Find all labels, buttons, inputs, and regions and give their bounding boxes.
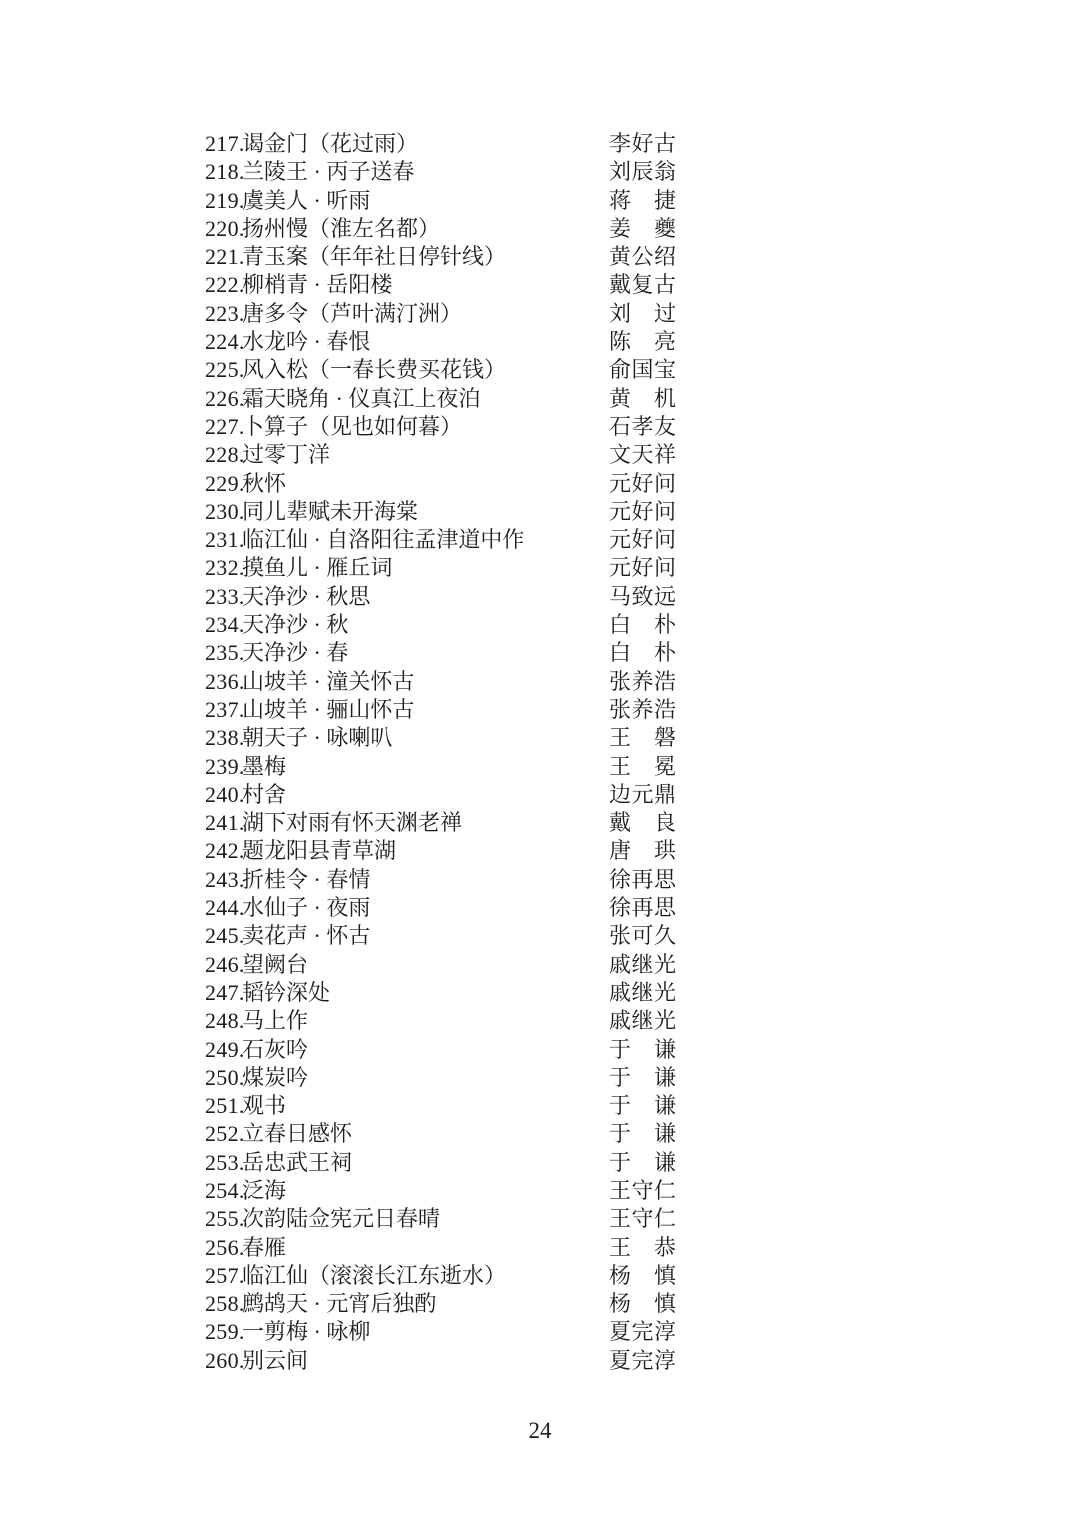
entry-title: 水龙吟 · 春恨	[242, 329, 371, 355]
entry-number: 235.	[205, 640, 245, 666]
entry-title: 虞美人 · 听雨	[242, 187, 371, 213]
entry-number: 232.	[205, 555, 245, 581]
entry-number: 230.	[205, 498, 245, 524]
entry-author: 王磐	[609, 725, 676, 751]
entry-author: 唐珙	[609, 838, 676, 864]
toc-entry	[205, 1347, 676, 1375]
toc-entry	[205, 979, 676, 1007]
entry-author: 刘过	[609, 300, 676, 326]
toc-entry	[205, 356, 676, 384]
toc-entry	[205, 470, 676, 498]
entry-title: 天净沙 · 秋思	[242, 583, 371, 609]
toc-entry	[205, 894, 676, 922]
toc-entry	[205, 554, 676, 582]
entry-number: 250.	[205, 1064, 245, 1090]
entry-number: 222.	[205, 272, 245, 298]
entry-title: 村舍	[242, 781, 287, 807]
entry-author: 元好问	[609, 470, 676, 496]
entry-number: 243.	[205, 866, 245, 892]
entry-author: 张可久	[609, 923, 676, 949]
entry-author: 王恭	[609, 1234, 676, 1260]
toc-entry	[205, 1177, 676, 1205]
entry-author: 黄机	[609, 385, 676, 411]
entry-number: 228.	[205, 442, 245, 468]
toc-entry	[205, 300, 676, 328]
entry-title: 观书	[242, 1093, 287, 1119]
entry-author: 石孝友	[609, 413, 676, 439]
entry-author: 于谦	[609, 1093, 676, 1119]
entry-title: 次韵陆佥宪元日春晴	[242, 1206, 441, 1232]
toc-entry	[205, 837, 676, 865]
entry-number: 240.	[205, 781, 245, 807]
entry-title: 扬州慢（淮左名都）	[242, 215, 441, 241]
entry-number: 224.	[205, 329, 245, 355]
entry-author: 王守仁	[609, 1177, 676, 1203]
entry-title: 山坡羊 · 骊山怀古	[242, 696, 415, 722]
entry-author: 于谦	[609, 1064, 676, 1090]
toc-entry	[205, 1205, 676, 1233]
toc-entry	[205, 385, 676, 413]
toc-entry	[205, 781, 676, 809]
entry-title: 岳忠武王祠	[242, 1149, 353, 1175]
entry-title: 别云间	[242, 1347, 309, 1373]
toc-entry	[205, 1120, 676, 1148]
entry-author: 马致远	[609, 583, 676, 609]
entry-title: 春雁	[242, 1234, 287, 1260]
toc-entry	[205, 271, 676, 299]
entry-title: 天净沙 · 春	[242, 640, 349, 666]
entry-number: 259.	[205, 1319, 245, 1345]
toc-entry	[205, 498, 676, 526]
toc-entry	[205, 809, 676, 837]
toc-entry	[205, 583, 676, 611]
entry-author: 于谦	[609, 1036, 676, 1062]
toc-entry	[205, 866, 676, 894]
entry-author: 张养浩	[609, 668, 676, 694]
entry-title: 霜天晓角 · 仪真江上夜泊	[242, 385, 481, 411]
entry-author: 陈亮	[609, 329, 676, 355]
toc-entry	[205, 526, 676, 554]
entry-number: 242.	[205, 838, 245, 864]
entry-number: 223.	[205, 300, 245, 326]
page-number: 24	[528, 1418, 552, 1443]
entry-author: 张养浩	[609, 696, 676, 722]
entry-number: 231.	[205, 527, 245, 553]
entry-number: 220.	[205, 215, 245, 241]
entry-author: 姜夔	[609, 215, 676, 241]
toc-entry	[205, 413, 676, 441]
entry-title: 题龙阳县青草湖	[242, 838, 397, 864]
entry-author: 白朴	[609, 612, 676, 638]
toc-entry	[205, 951, 676, 979]
entry-number: 257.	[205, 1262, 245, 1288]
entry-author: 夏完淳	[609, 1319, 676, 1345]
toc-entry	[205, 1092, 676, 1120]
toc-entry	[205, 1318, 676, 1346]
entry-title: 同儿辈赋未开海棠	[242, 498, 419, 524]
entry-number: 251.	[205, 1093, 245, 1119]
toc-entry	[205, 1007, 676, 1035]
entry-title: 一剪梅 · 咏柳	[242, 1319, 371, 1345]
entry-author: 戚继光	[609, 951, 676, 977]
entry-title: 立春日感怀	[242, 1121, 353, 1147]
toc-entry	[205, 187, 676, 215]
entry-number: 226.	[205, 385, 245, 411]
entry-number: 237.	[205, 696, 245, 722]
entry-title: 谒金门（花过雨）	[242, 131, 419, 156]
entry-author: 元好问	[609, 498, 676, 524]
toc-entry	[205, 724, 676, 752]
entry-author: 于谦	[609, 1121, 676, 1147]
entry-number: 225.	[205, 357, 245, 383]
entry-title: 鹧鸪天 · 元宵后独酌	[242, 1291, 437, 1317]
entry-number: 244.	[205, 895, 245, 921]
entry-author: 白朴	[609, 640, 676, 666]
entry-title: 天净沙 · 秋	[242, 612, 349, 638]
entry-author: 蒋捷	[609, 187, 676, 213]
toc-entry	[205, 922, 676, 950]
entry-number: 256.	[205, 1234, 245, 1260]
entry-number: 227.	[205, 413, 245, 439]
entry-author: 王守仁	[609, 1206, 676, 1232]
entry-title: 兰陵王 · 丙子送春	[242, 159, 415, 185]
entry-author: 夏完淳	[609, 1347, 676, 1373]
entry-author: 于谦	[609, 1149, 676, 1175]
entry-title: 临江仙（滚滚长江东逝水）	[242, 1262, 507, 1288]
toc-entry	[205, 215, 676, 243]
entry-title: 朝天子 · 咏喇叭	[242, 725, 393, 751]
entry-number: 217.	[205, 131, 245, 156]
entry-author: 戴复古	[609, 272, 676, 298]
entry-title: 水仙子 · 夜雨	[242, 895, 371, 921]
entry-author: 李好古	[609, 131, 676, 156]
toc-entry	[205, 1149, 676, 1177]
entry-author: 俞国宝	[609, 357, 676, 383]
entry-number: 248.	[205, 1008, 245, 1034]
entry-author: 戚继光	[609, 1008, 676, 1034]
entry-title: 马上作	[242, 1008, 309, 1034]
entry-title: 石灰吟	[242, 1036, 309, 1062]
entry-number: 254.	[205, 1177, 245, 1203]
entry-number: 252.	[205, 1121, 245, 1147]
entry-title: 卖花声 · 怀古	[242, 923, 371, 949]
entry-author: 王冕	[609, 753, 676, 779]
entry-author: 黄公绍	[609, 244, 676, 270]
entry-number: 233.	[205, 583, 245, 609]
entry-title: 望阙台	[242, 951, 309, 977]
toc-entry	[205, 611, 676, 639]
entry-title: 风入松（一春长费买花钱）	[242, 357, 507, 383]
toc-entry	[205, 130, 676, 158]
entry-author: 元好问	[609, 527, 676, 553]
entry-title: 山坡羊 · 潼关怀古	[242, 668, 415, 694]
entry-author: 杨慎	[609, 1262, 676, 1288]
entry-number: 218.	[205, 159, 245, 185]
toc-entry	[205, 753, 676, 781]
entry-author: 元好问	[609, 555, 676, 581]
entry-author: 文天祥	[609, 442, 676, 468]
entry-title: 湖下对雨有怀天渊老禅	[242, 810, 463, 836]
entry-author: 徐再思	[609, 866, 676, 892]
toc-entry	[205, 243, 676, 271]
entry-title: 秋怀	[242, 470, 287, 496]
entry-number: 260.	[205, 1347, 245, 1373]
table-of-contents	[205, 130, 676, 1375]
toc-entry	[205, 158, 676, 186]
entry-title: 卜算子（见也如何暮）	[242, 413, 463, 439]
toc-entry	[205, 328, 676, 356]
entry-title: 折桂令 · 春情	[242, 866, 371, 892]
entry-author: 戚继光	[609, 979, 676, 1005]
toc-entry	[205, 639, 676, 667]
entry-number: 229.	[205, 470, 245, 496]
entry-title: 过零丁洋	[242, 442, 331, 468]
entry-author: 边元鼎	[609, 781, 676, 807]
entry-number: 258.	[205, 1291, 245, 1317]
entry-author: 戴良	[609, 810, 676, 836]
entry-number: 236.	[205, 668, 245, 694]
toc-entry	[205, 1036, 676, 1064]
entry-author: 刘辰翁	[609, 159, 676, 185]
toc-entry	[205, 696, 676, 724]
entry-title: 柳梢青 · 岳阳楼	[242, 272, 393, 298]
entry-number: 249.	[205, 1036, 245, 1062]
entry-number: 238.	[205, 725, 245, 751]
entry-title: 唐多令（芦叶满汀洲）	[242, 300, 463, 326]
entry-number: 234.	[205, 612, 245, 638]
toc-entry	[205, 1064, 676, 1092]
entry-title: 煤炭吟	[242, 1064, 309, 1090]
entry-number: 245.	[205, 923, 245, 949]
toc-entry	[205, 441, 676, 469]
toc-entry	[205, 1234, 676, 1262]
entry-title: 青玉案（年年社日停针线）	[242, 244, 507, 270]
entry-title: 墨梅	[242, 753, 287, 779]
toc-entry	[205, 1262, 676, 1290]
entry-number: 219.	[205, 187, 245, 213]
entry-author: 杨慎	[609, 1291, 676, 1317]
entry-number: 247.	[205, 979, 245, 1005]
entry-title: 韬钤深处	[242, 979, 331, 1005]
entry-number: 253.	[205, 1149, 245, 1175]
entry-number: 246.	[205, 951, 245, 977]
entry-number: 241.	[205, 810, 245, 836]
entry-title: 摸鱼儿 · 雁丘词	[242, 555, 393, 581]
entry-number: 255.	[205, 1206, 245, 1232]
entry-author: 徐再思	[609, 895, 676, 921]
entry-number: 239.	[205, 753, 245, 779]
entry-number: 221.	[205, 244, 245, 270]
entry-title: 泛海	[242, 1177, 287, 1203]
entry-title: 临江仙 · 自洛阳往孟津道中作	[242, 527, 525, 553]
toc-entry	[205, 1290, 676, 1318]
toc-entry	[205, 668, 676, 696]
